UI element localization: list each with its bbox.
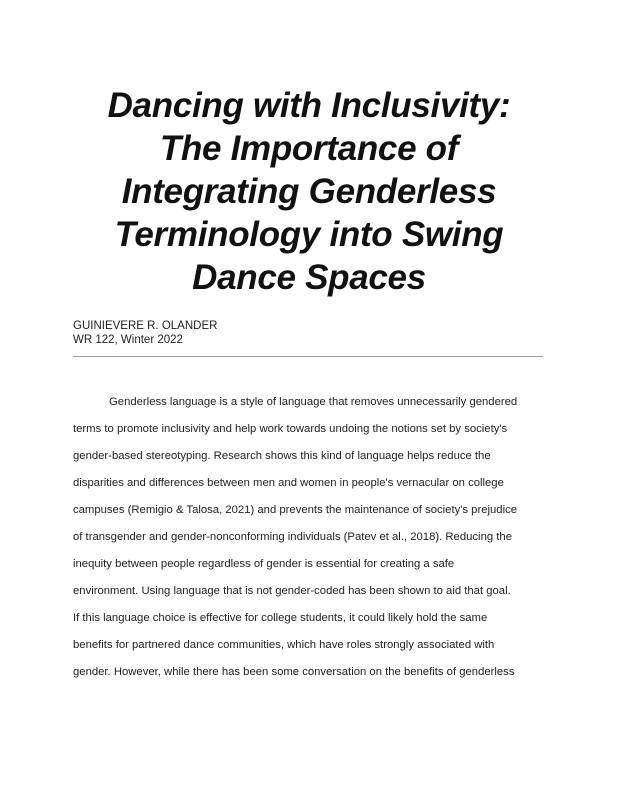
divider <box>73 356 543 357</box>
title-line: Integrating Genderless <box>121 172 497 211</box>
author-block <box>73 319 217 347</box>
body-line: gender. However, while there has been some conversation on the benefits of genderless <box>73 666 515 678</box>
title-line: Dancing with Inclusivity: <box>107 86 511 125</box>
body-line: inequity between people regardless of gender is essential for creating a safe <box>73 558 455 570</box>
body-line: of transgender and gender-nonconforming individuals (Patev et al., 2018). Reducing the <box>73 531 512 543</box>
body-line: campuses (Remigio & Talosa, 2021) and prevents the maintenance of society's prejudice <box>73 504 518 516</box>
body-line: If this language choice is effective for college students, it could likely hold the same <box>73 612 488 624</box>
title-line: Terminology into Swing <box>114 215 504 254</box>
course-info: WR 122, Winter 2022 <box>73 334 183 346</box>
body-line: Genderless language is a style of language that removes unnecessarily gendered <box>109 396 518 408</box>
body-line: disparities and differences between men and women in people's vernacular on college <box>73 477 504 489</box>
body-line: gender-based stereotyping. Research shows this kind of language helps reduce the <box>73 450 491 462</box>
body-paragraph <box>73 389 548 686</box>
paper-title <box>60 84 558 299</box>
title-line: Dance Spaces <box>192 258 426 297</box>
body-line: benefits for partnered dance communities, which have roles strongly associated with <box>73 639 495 651</box>
title-line: The Importance of <box>159 129 459 168</box>
body-line: environment. Using language that is not gender-coded has been shown to aid that goal. <box>73 585 511 597</box>
body-line: terms to promote inclusivity and help work towards undoing the notions set by society's <box>73 423 508 435</box>
author-name: GUINIEVERE R. OLANDER <box>73 320 218 332</box>
